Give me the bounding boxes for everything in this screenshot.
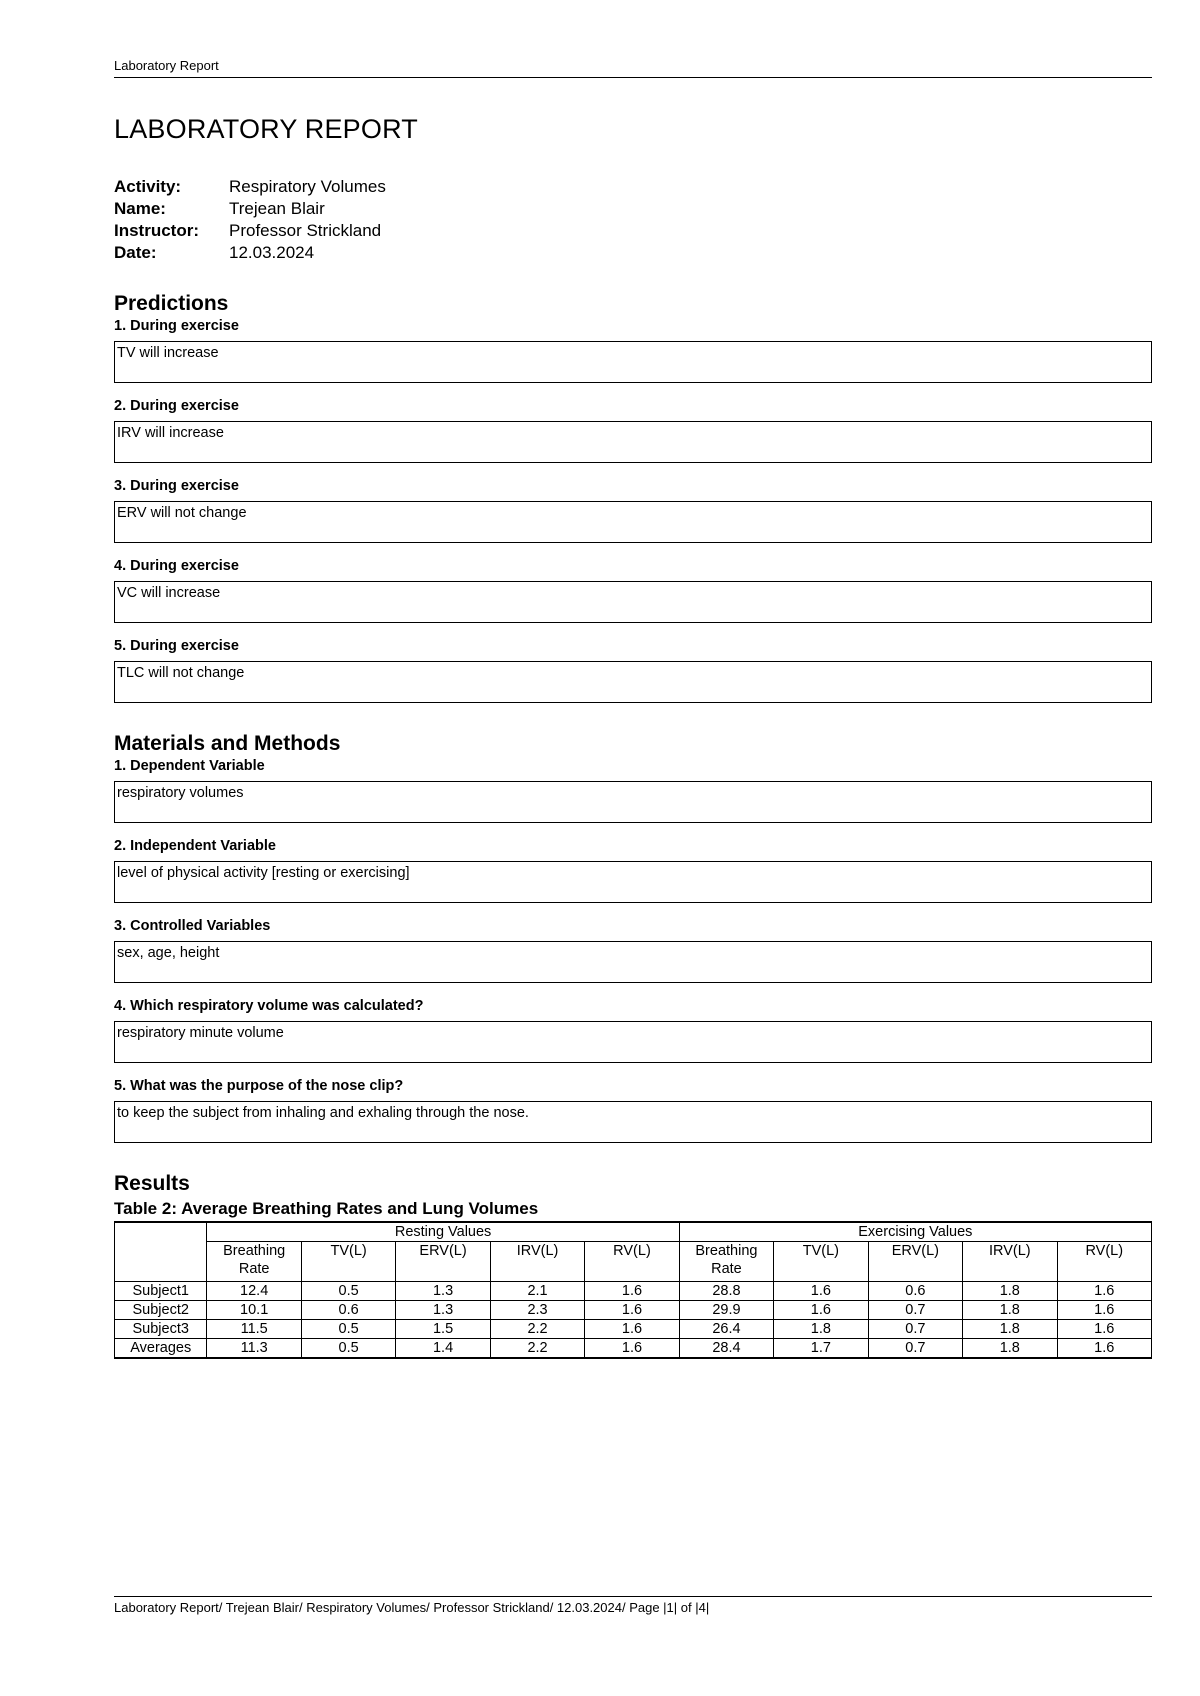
header-divider [114, 77, 1152, 78]
table-row [115, 1301, 1152, 1320]
table-cell: 0.7 [868, 1339, 962, 1359]
column-header: Breathing Rate [207, 1242, 301, 1282]
prediction-1-label: 1. During exercise [114, 318, 239, 334]
table-cell: 11.3 [207, 1339, 301, 1359]
table-cell: 26.4 [679, 1320, 773, 1339]
running-footer: Laboratory Report/ Trejean Blair/ Respiratory Volumes/ Professor Strickland/ 12.03.2024/ Page |1| of |4| [114, 1600, 710, 1615]
prediction-2-label: 2. During exercise [114, 398, 239, 414]
column-header: IRV(L) [963, 1242, 1057, 1282]
table-cell: 1.3 [396, 1301, 490, 1320]
table-row [115, 1282, 1152, 1301]
column-header: TV(L) [301, 1242, 395, 1282]
row-label: Subject2 [115, 1301, 207, 1320]
instructor-value: Professor Strickland [229, 221, 382, 240]
column-header: Breathing Rate [679, 1242, 773, 1282]
prediction-3-label: 3. During exercise [114, 478, 239, 494]
method-1-label: 1. Dependent Variable [114, 758, 265, 774]
date-value: 12.03.2024 [229, 243, 315, 262]
table-cell: 1.5 [396, 1320, 490, 1339]
column-header: IRV(L) [490, 1242, 584, 1282]
table-cell: 1.6 [1057, 1320, 1151, 1339]
table-cell: 1.6 [1057, 1282, 1151, 1301]
method-5-label: 5. What was the purpose of the nose clip? [114, 1078, 404, 1094]
method-3-label: 3. Controlled Variables [114, 918, 271, 934]
row-label: Averages [115, 1339, 207, 1359]
table-cell: 2.2 [490, 1320, 584, 1339]
table-cell: 12.4 [207, 1282, 301, 1301]
table-cell: 2.3 [490, 1301, 584, 1320]
table-cell: 0.7 [868, 1320, 962, 1339]
table-cell: 1.6 [1057, 1301, 1151, 1320]
table-cell: 1.8 [963, 1301, 1057, 1320]
prediction-5-label: 5. During exercise [114, 638, 239, 654]
table-cell: 1.7 [774, 1339, 868, 1359]
method-4-answer[interactable]: respiratory minute volume [114, 1021, 1152, 1063]
method-4-label: 4. Which respiratory volume was calculated? [114, 998, 424, 1014]
table-cell: 1.8 [963, 1339, 1057, 1359]
meta-instructor-row [114, 220, 386, 242]
meta-activity-row [114, 176, 386, 198]
prediction-4-answer[interactable]: VC will increase [114, 581, 1152, 623]
results-table [114, 1221, 1152, 1359]
table-cell: 1.4 [396, 1339, 490, 1359]
prediction-3-answer[interactable]: ERV will not change [114, 501, 1152, 543]
column-header: ERV(L) [396, 1242, 490, 1282]
table-cell: 1.6 [585, 1301, 679, 1320]
predictions-heading: Predictions [114, 292, 229, 315]
table-cell: 1.6 [585, 1320, 679, 1339]
methods-heading: Materials and Methods [114, 732, 341, 755]
resting-group-header: Resting Values [207, 1222, 679, 1242]
prediction-2-answer[interactable]: IRV will increase [114, 421, 1152, 463]
method-3-answer[interactable]: sex, age, height [114, 941, 1152, 983]
running-header: Laboratory Report [114, 58, 219, 73]
table-cell: 10.1 [207, 1301, 301, 1320]
table-row [115, 1320, 1152, 1339]
table-cell: 1.8 [963, 1282, 1057, 1301]
report-metadata [114, 176, 386, 264]
column-header: ERV(L) [868, 1242, 962, 1282]
document-title: LABORATORY REPORT [114, 114, 418, 144]
table-cell: 0.5 [301, 1339, 395, 1359]
table-cell: 1.6 [774, 1301, 868, 1320]
table-cell: 2.1 [490, 1282, 584, 1301]
table-cell: 1.6 [1057, 1339, 1151, 1359]
table-cell: 0.7 [868, 1301, 962, 1320]
row-label: Subject3 [115, 1320, 207, 1339]
table-cell: 1.6 [585, 1282, 679, 1301]
table-cell: 0.5 [301, 1320, 395, 1339]
table-cell: 1.8 [774, 1320, 868, 1339]
prediction-4-label: 4. During exercise [114, 558, 239, 574]
row-label: Subject1 [115, 1282, 207, 1301]
table-cell: 28.4 [679, 1339, 773, 1359]
table-group-header-row [115, 1222, 1152, 1242]
exercising-group-header: Exercising Values [679, 1222, 1151, 1242]
instructor-label: Instructor: [114, 221, 199, 240]
name-label: Name: [114, 199, 166, 218]
table-cell: 0.6 [868, 1282, 962, 1301]
table-column-header-row [115, 1242, 1152, 1282]
table-cell: 2.2 [490, 1339, 584, 1359]
method-5-answer[interactable]: to keep the subject from inhaling and exhaling through the nose. [114, 1101, 1152, 1143]
activity-value: Respiratory Volumes [229, 177, 386, 196]
table-cell: 1.6 [774, 1282, 868, 1301]
table-corner-cell [115, 1222, 207, 1282]
prediction-5-answer[interactable]: TLC will not change [114, 661, 1152, 703]
table-row [115, 1339, 1152, 1359]
table-cell: 11.5 [207, 1320, 301, 1339]
column-header: RV(L) [585, 1242, 679, 1282]
column-header: TV(L) [774, 1242, 868, 1282]
report-page [114, 0, 1152, 1696]
results-heading: Results [114, 1172, 190, 1195]
name-value: Trejean Blair [229, 199, 325, 218]
table-cell: 1.8 [963, 1320, 1057, 1339]
date-label: Date: [114, 243, 157, 262]
table-cell: 1.6 [585, 1339, 679, 1359]
method-2-answer[interactable]: level of physical activity [resting or exercising] [114, 861, 1152, 903]
table-cell: 0.6 [301, 1301, 395, 1320]
table-caption: Table 2: Average Breathing Rates and Lung Volumes [114, 1199, 539, 1218]
activity-label: Activity: [114, 177, 182, 196]
meta-name-row [114, 198, 386, 220]
prediction-1-answer[interactable]: TV will increase [114, 341, 1152, 383]
table-cell: 29.9 [679, 1301, 773, 1320]
table-cell: 1.3 [396, 1282, 490, 1301]
table-cell: 28.8 [679, 1282, 773, 1301]
method-1-answer[interactable]: respiratory volumes [114, 781, 1152, 823]
footer-divider [114, 1596, 1152, 1597]
meta-date-row [114, 242, 386, 264]
method-2-label: 2. Independent Variable [114, 838, 276, 854]
column-header: RV(L) [1057, 1242, 1151, 1282]
table-cell: 0.5 [301, 1282, 395, 1301]
